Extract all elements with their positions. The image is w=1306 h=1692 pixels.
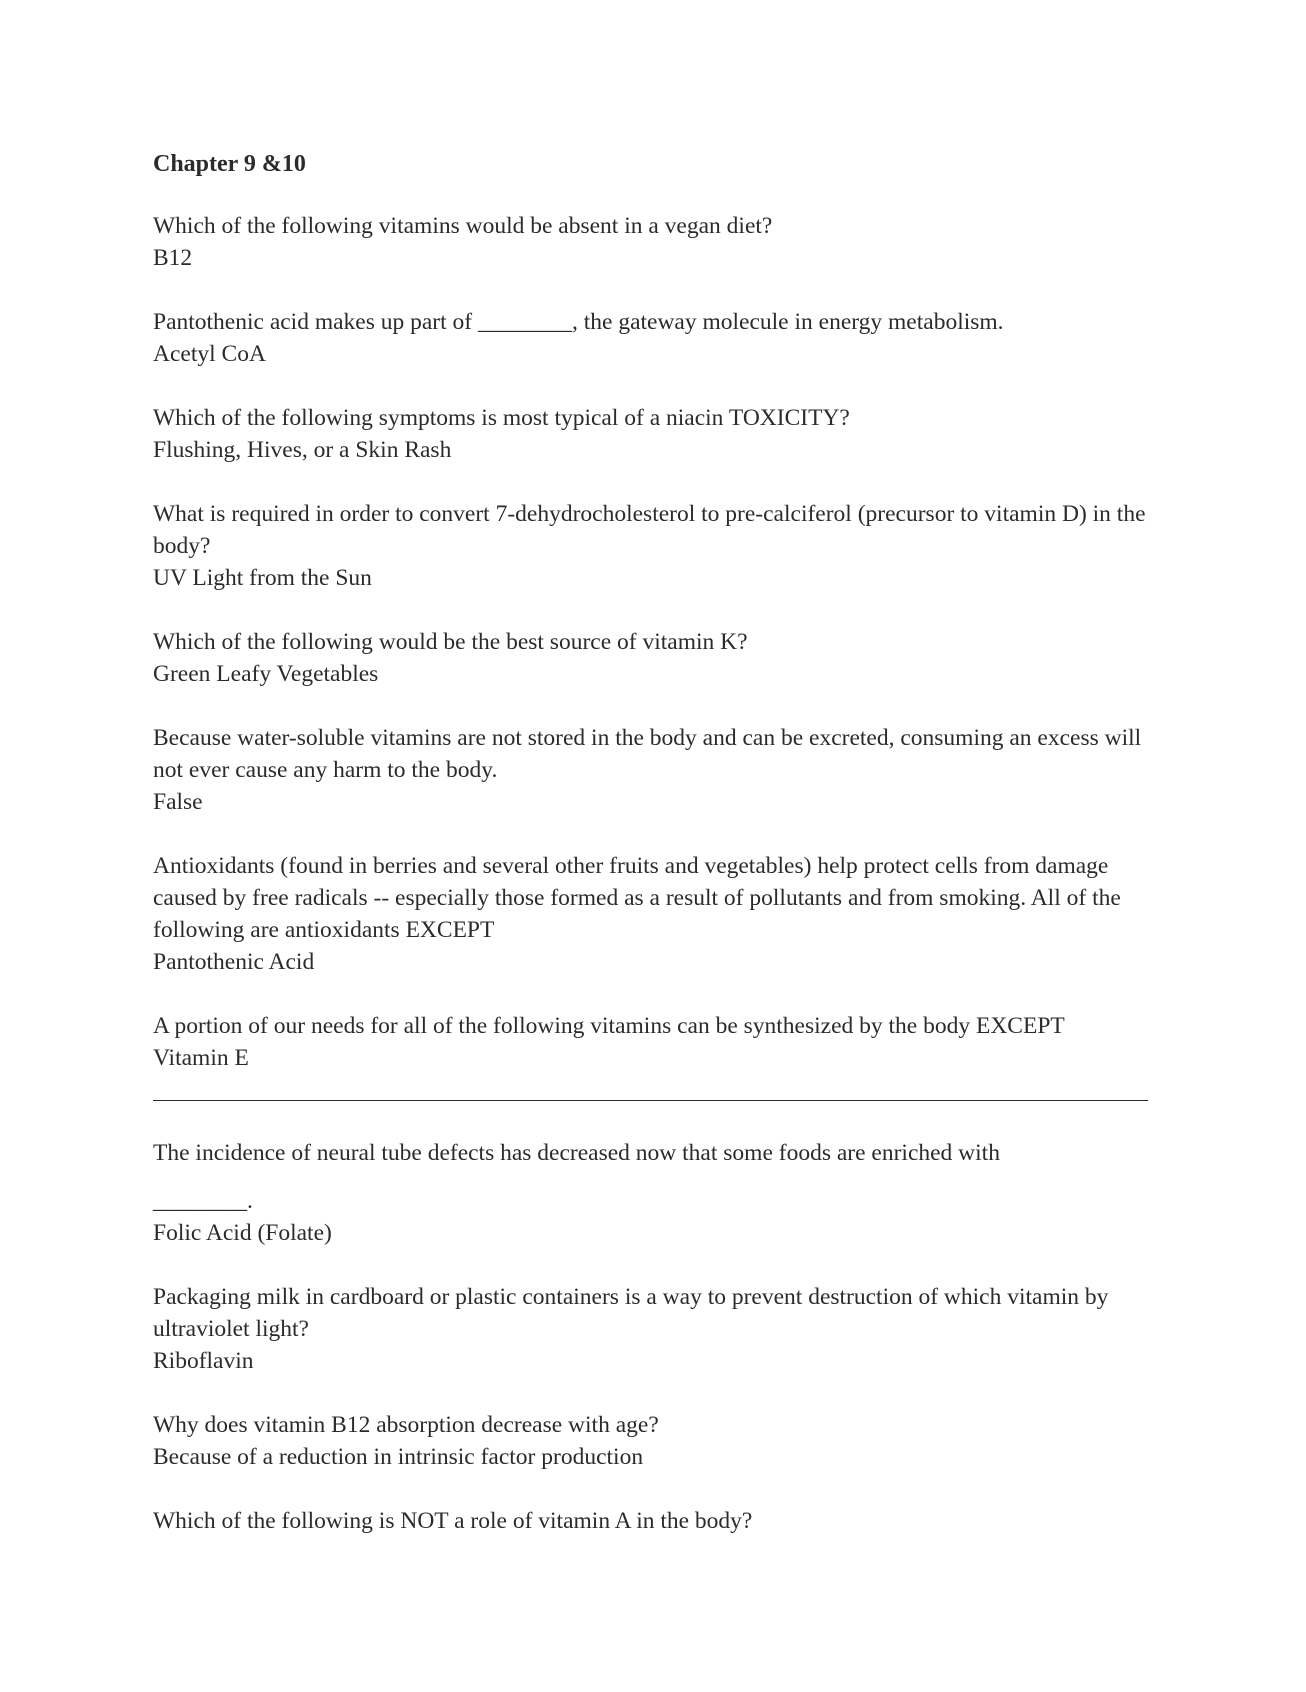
answer-text: Flushing, Hives, or a Skin Rash xyxy=(153,437,452,463)
question-text: Which of the following vitamins would be absent in a vegan diet? xyxy=(153,213,773,239)
qa-item xyxy=(153,210,1153,274)
question-text: Pantothenic acid makes up part of ________, the gateway molecule in energy metabolism. xyxy=(153,309,1004,335)
qa-item xyxy=(153,498,1153,594)
answer-text: Folic Acid (Folate) xyxy=(153,1220,332,1246)
qa-item xyxy=(153,722,1153,818)
answer-text: Riboflavin xyxy=(153,1348,254,1374)
page-title: Chapter 9 &10 xyxy=(153,151,306,177)
answer-text: Because of a reduction in intrinsic factor production xyxy=(153,1444,644,1470)
answer-text: Vitamin E xyxy=(153,1045,249,1071)
question-text: Which of the following symptoms is most typical of a niacin TOXICITY? xyxy=(153,405,850,431)
qa-item xyxy=(153,306,1153,370)
question-text: Which of the following is NOT a role of vitamin A in the body? xyxy=(153,1508,753,1534)
qa-item xyxy=(153,850,1153,978)
qa-item xyxy=(153,402,1153,466)
answer-text: False xyxy=(153,789,203,815)
question-text: What is required in order to convert 7-dehydrocholesterol to pre-calciferol (precursor to vitamin D) in the body? xyxy=(153,501,1146,559)
question-text: Because water-soluble vitamins are not stored in the body and can be excreted, consuming an excess will not ever cause any harm to the body. xyxy=(153,725,1142,783)
answer-text: Pantothenic Acid xyxy=(153,949,315,975)
qa-item xyxy=(153,1505,1153,1537)
answer-text: UV Light from the Sun xyxy=(153,565,372,591)
question-text: The incidence of neural tube defects has decreased now that some foods are enriched with xyxy=(153,1140,1000,1166)
qa-item xyxy=(153,1281,1153,1377)
question-text: Antioxidants (found in berries and several other fruits and vegetables) help protect cells from damage caused by free radicals -- especially those formed as a result of pollutants and from smoking. All of the following are antioxidants EXCEPT xyxy=(153,853,1121,943)
answer-text: Acetyl CoA xyxy=(153,341,266,367)
question-text: A portion of our needs for all of the following vitamins can be synthesized by the body EXCEPT xyxy=(153,1013,1065,1039)
qa-item xyxy=(153,1137,1153,1249)
question-blank: ________. xyxy=(153,1188,253,1214)
question-text: Why does vitamin B12 absorption decrease with age? xyxy=(153,1412,659,1438)
answer-text: B12 xyxy=(153,245,193,271)
qa-item xyxy=(153,1010,1153,1074)
question-text: Which of the following would be the best source of vitamin K? xyxy=(153,629,748,655)
answer-text: Green Leafy Vegetables xyxy=(153,661,379,687)
document-page xyxy=(153,148,1153,1569)
qa-item xyxy=(153,626,1153,690)
question-text: Packaging milk in cardboard or plastic containers is a way to prevent destruction of which vitamin by ultraviolet light? xyxy=(153,1284,1109,1342)
section-divider xyxy=(153,1100,1148,1101)
qa-item xyxy=(153,1409,1153,1473)
